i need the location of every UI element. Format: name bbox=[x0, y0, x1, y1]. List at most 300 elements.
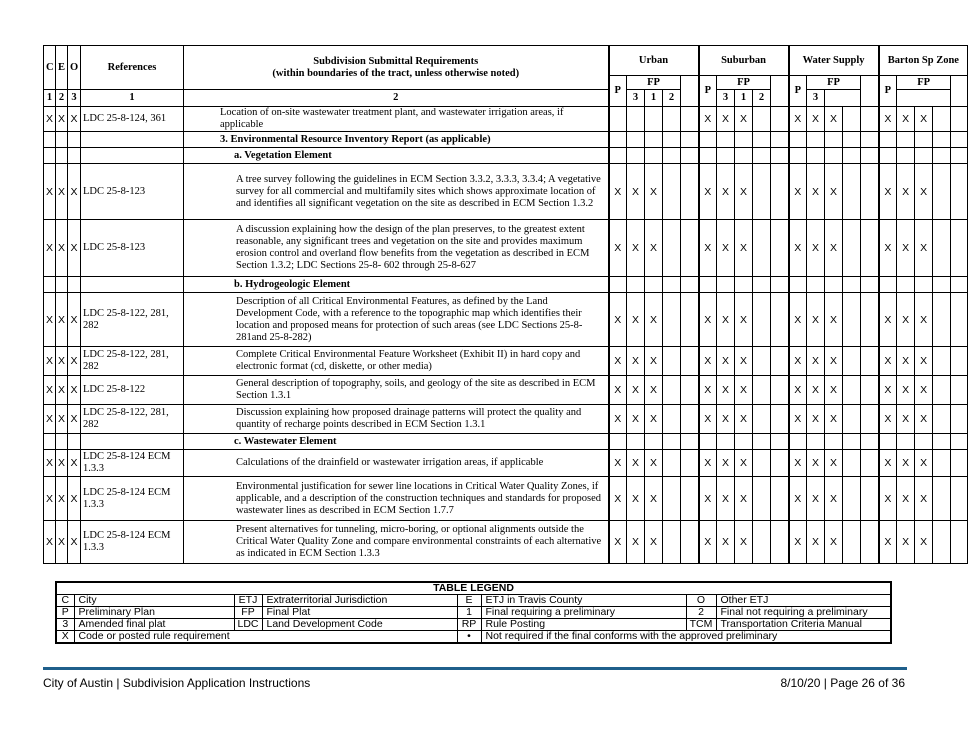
legend-code: ETJ bbox=[234, 595, 262, 607]
cell-mark bbox=[879, 132, 897, 148]
cell-requirement: Calculations of the drainfield or wastewater irrigation areas, if applicable bbox=[184, 450, 609, 477]
cell-mark bbox=[627, 277, 645, 293]
col-blank bbox=[861, 76, 879, 107]
cell-spacer bbox=[951, 148, 968, 164]
cell-spacer bbox=[681, 477, 699, 521]
cell-mark bbox=[843, 277, 861, 293]
group-suburban: Suburban bbox=[699, 46, 789, 76]
table-legend bbox=[55, 581, 892, 644]
cell-spacer bbox=[951, 477, 968, 521]
cell-mark: X bbox=[699, 450, 717, 477]
cell-mark: X bbox=[825, 477, 843, 521]
cell-mark bbox=[663, 107, 681, 132]
legend-row bbox=[56, 595, 891, 607]
cell-o: X bbox=[68, 521, 81, 564]
col-fp: FP bbox=[627, 76, 681, 90]
section-row bbox=[44, 434, 968, 450]
cell-mark bbox=[663, 521, 681, 564]
cell-mark: X bbox=[825, 220, 843, 277]
cell-mark: X bbox=[915, 293, 933, 347]
cell-mark bbox=[897, 148, 915, 164]
cell-mark bbox=[627, 434, 645, 450]
cell-mark bbox=[609, 107, 627, 132]
cell-spacer bbox=[681, 132, 699, 148]
legend-meaning: Final requiring a preliminary bbox=[481, 607, 686, 619]
cell-mark bbox=[627, 148, 645, 164]
cell-c: X bbox=[44, 376, 56, 405]
cell-mark: X bbox=[699, 477, 717, 521]
cell-spacer bbox=[681, 293, 699, 347]
cell-mark bbox=[843, 220, 861, 277]
cell-mark: X bbox=[699, 220, 717, 277]
cell-mark bbox=[753, 477, 771, 521]
col-fp-1: 1 bbox=[645, 90, 663, 107]
cell-mark: X bbox=[879, 220, 897, 277]
table-row bbox=[44, 164, 968, 220]
cell-mark bbox=[717, 132, 735, 148]
cell-spacer bbox=[771, 132, 789, 148]
cell-reference: LDC 25-8-124, 361 bbox=[81, 107, 184, 132]
cell-mark: X bbox=[627, 347, 645, 376]
section-row bbox=[44, 277, 968, 293]
cell-o bbox=[68, 148, 81, 164]
cell-mark: X bbox=[609, 220, 627, 277]
cell-mark: X bbox=[627, 220, 645, 277]
cell-mark bbox=[933, 293, 951, 347]
cell-o bbox=[68, 277, 81, 293]
col-p: P bbox=[699, 76, 717, 107]
cell-mark bbox=[933, 347, 951, 376]
cell-spacer bbox=[951, 405, 968, 434]
cell-mark bbox=[915, 277, 933, 293]
cell-o bbox=[68, 132, 81, 148]
cell-mark bbox=[843, 477, 861, 521]
cell-mark: X bbox=[807, 405, 825, 434]
cell-mark: X bbox=[609, 450, 627, 477]
cell-mark: X bbox=[735, 220, 753, 277]
cell-mark: X bbox=[717, 376, 735, 405]
cell-mark bbox=[753, 164, 771, 220]
group-barton: Barton Sp Zone bbox=[879, 46, 968, 76]
cell-mark bbox=[717, 148, 735, 164]
cell-mark bbox=[789, 277, 807, 293]
cell-spacer bbox=[951, 521, 968, 564]
cell-mark: X bbox=[645, 450, 663, 477]
cell-mark bbox=[933, 277, 951, 293]
col-references: References bbox=[81, 46, 184, 90]
col-fp-2: 2 bbox=[753, 90, 771, 107]
cell-mark: X bbox=[825, 521, 843, 564]
legend-row bbox=[56, 631, 891, 644]
cell-mark bbox=[825, 277, 843, 293]
cell-spacer bbox=[861, 220, 879, 277]
cell-mark: X bbox=[897, 347, 915, 376]
cell-mark bbox=[663, 376, 681, 405]
cell-mark: X bbox=[717, 164, 735, 220]
cell-spacer bbox=[771, 107, 789, 132]
cell-spacer bbox=[951, 376, 968, 405]
cell-spacer bbox=[681, 148, 699, 164]
col-blank bbox=[951, 76, 968, 107]
cell-mark bbox=[609, 132, 627, 148]
cell-mark: X bbox=[879, 164, 897, 220]
cell-spacer bbox=[951, 293, 968, 347]
cell-spacer bbox=[861, 521, 879, 564]
cell-mark: X bbox=[627, 405, 645, 434]
cell-mark: X bbox=[645, 376, 663, 405]
cell-mark: X bbox=[699, 405, 717, 434]
legend-code: FP bbox=[234, 607, 262, 619]
cell-spacer bbox=[951, 107, 968, 132]
col-blank bbox=[681, 76, 699, 107]
cell-mark: X bbox=[735, 477, 753, 521]
legend-row bbox=[56, 607, 891, 619]
cell-reference: LDC 25-8-122, 281, 282 bbox=[81, 347, 184, 376]
cell-mark: X bbox=[645, 477, 663, 521]
legend-meaning: ETJ in Travis County bbox=[481, 595, 686, 607]
cell-mark bbox=[717, 434, 735, 450]
cell-spacer bbox=[681, 376, 699, 405]
cell-mark: X bbox=[879, 107, 897, 132]
cell-mark: X bbox=[609, 405, 627, 434]
cell-reference: LDC 25-8-122, 281, 282 bbox=[81, 405, 184, 434]
cell-mark bbox=[663, 132, 681, 148]
section-title: c. Wastewater Element bbox=[184, 434, 609, 450]
cell-mark: X bbox=[717, 477, 735, 521]
cell-mark: X bbox=[627, 450, 645, 477]
cell-c: X bbox=[44, 164, 56, 220]
cell-mark bbox=[807, 277, 825, 293]
table-row bbox=[44, 293, 968, 347]
col-fp-2: 2 bbox=[56, 90, 68, 107]
footer-right: 8/10/20 | Page 26 of 36 bbox=[780, 676, 905, 690]
cell-mark: X bbox=[897, 521, 915, 564]
cell-mark bbox=[663, 450, 681, 477]
col-blank bbox=[771, 76, 789, 107]
cell-c: X bbox=[44, 293, 56, 347]
cell-mark: X bbox=[915, 477, 933, 521]
cell-mark bbox=[609, 148, 627, 164]
cell-mark: X bbox=[789, 293, 807, 347]
cell-mark bbox=[753, 220, 771, 277]
cell-mark bbox=[825, 148, 843, 164]
cell-mark: X bbox=[789, 220, 807, 277]
cell-e: X bbox=[56, 164, 68, 220]
col-fp-3: 3 bbox=[807, 90, 825, 107]
cell-reference: LDC 25-8-123 bbox=[81, 164, 184, 220]
cell-spacer bbox=[681, 434, 699, 450]
cell-requirement: Discussion explaining how proposed drainage patterns will protect the quality and quantity of recharge points described in ECM Section 1.3.1 bbox=[184, 405, 609, 434]
legend-meaning: Land Development Code bbox=[262, 619, 457, 631]
cell-spacer bbox=[861, 277, 879, 293]
table-row bbox=[44, 107, 968, 132]
cell-spacer bbox=[771, 405, 789, 434]
cell-mark: X bbox=[627, 164, 645, 220]
col-c: C bbox=[44, 46, 56, 90]
cell-mark: X bbox=[699, 293, 717, 347]
cell-mark: X bbox=[789, 450, 807, 477]
cell-mark bbox=[915, 434, 933, 450]
cell-mark bbox=[753, 107, 771, 132]
cell-o: X bbox=[68, 347, 81, 376]
cell-mark: X bbox=[879, 347, 897, 376]
cell-spacer bbox=[771, 376, 789, 405]
cell-ref bbox=[81, 434, 184, 450]
cell-mark bbox=[753, 376, 771, 405]
legend-meaning: Transportation Criteria Manual bbox=[716, 619, 891, 631]
cell-mark bbox=[879, 434, 897, 450]
col-fp: FP bbox=[807, 76, 861, 90]
legend-meaning: Preliminary Plan bbox=[74, 607, 234, 619]
cell-mark bbox=[807, 434, 825, 450]
cell-o: X bbox=[68, 376, 81, 405]
cell-spacer bbox=[861, 434, 879, 450]
legend-code: 2 bbox=[686, 607, 716, 619]
cell-mark: X bbox=[915, 405, 933, 434]
cell-e: X bbox=[56, 405, 68, 434]
cell-mark: X bbox=[735, 164, 753, 220]
cell-mark: X bbox=[807, 477, 825, 521]
cell-spacer bbox=[951, 347, 968, 376]
cell-mark bbox=[843, 405, 861, 434]
cell-c: X bbox=[44, 220, 56, 277]
cell-mark bbox=[933, 376, 951, 405]
cell-spacer bbox=[951, 132, 968, 148]
cell-spacer bbox=[681, 450, 699, 477]
cell-mark: X bbox=[897, 477, 915, 521]
cell-spacer bbox=[771, 477, 789, 521]
cell-mark bbox=[717, 277, 735, 293]
requirements-subtitle: (within boundaries of the tract, unless otherwise noted) bbox=[272, 67, 520, 79]
cell-mark: X bbox=[789, 521, 807, 564]
cell-reference: LDC 25-8-124 ECM 1.3.3 bbox=[81, 450, 184, 477]
col-fp-2: 2 bbox=[184, 90, 609, 107]
cell-mark: X bbox=[645, 521, 663, 564]
col-o: O bbox=[68, 46, 81, 90]
section-title: b. Hydrogeologic Element bbox=[184, 277, 609, 293]
cell-mark bbox=[843, 107, 861, 132]
cell-mark: X bbox=[825, 107, 843, 132]
cell-spacer bbox=[861, 376, 879, 405]
cell-mark: X bbox=[915, 450, 933, 477]
cell-reference: LDC 25-8-122, 281, 282 bbox=[81, 293, 184, 347]
cell-mark: X bbox=[807, 450, 825, 477]
table-row bbox=[44, 347, 968, 376]
cell-spacer bbox=[771, 277, 789, 293]
requirements-title: Subdivision Submittal Requirements bbox=[313, 55, 479, 67]
cell-spacer bbox=[771, 434, 789, 450]
cell-o: X bbox=[68, 477, 81, 521]
col-fp-3: 3 bbox=[717, 90, 735, 107]
cell-mark bbox=[699, 434, 717, 450]
cell-mark bbox=[807, 132, 825, 148]
cell-mark: X bbox=[717, 405, 735, 434]
cell-mark: X bbox=[609, 376, 627, 405]
cell-o: X bbox=[68, 220, 81, 277]
cell-spacer bbox=[861, 148, 879, 164]
cell-mark bbox=[663, 148, 681, 164]
legend-title: TABLE LEGEND bbox=[56, 582, 891, 595]
cell-mark: X bbox=[807, 376, 825, 405]
legend-meaning: Not required if the final conforms with the approved preliminary bbox=[481, 631, 891, 644]
cell-spacer bbox=[681, 521, 699, 564]
cell-reference: LDC 25-8-122 bbox=[81, 376, 184, 405]
legend-code: 3 bbox=[56, 619, 74, 631]
legend-meaning: Other ETJ bbox=[716, 595, 891, 607]
cell-requirement: Environmental justification for sewer line locations in Critical Water Quality Zones, if applicable, and a description of the construction techniques and standards for proposed wastewater lines as described in ECM Section 1.7.7 bbox=[184, 477, 609, 521]
cell-requirement: A tree survey following the guidelines in ECM Section 3.3.2, 3.3.3, 3.3.4; A vegetative survey for all commercial and multifamily sites which shows approximate location of and identifies all significant vegetation on the site as described in ECM Section 1.3.2 bbox=[184, 164, 609, 220]
cell-o: X bbox=[68, 164, 81, 220]
cell-mark: X bbox=[825, 405, 843, 434]
cell-mark bbox=[933, 132, 951, 148]
cell-mark bbox=[645, 132, 663, 148]
cell-spacer bbox=[771, 220, 789, 277]
group-water-supply: Water Supply bbox=[789, 46, 879, 76]
cell-mark: X bbox=[645, 293, 663, 347]
cell-spacer bbox=[681, 164, 699, 220]
cell-spacer bbox=[681, 220, 699, 277]
cell-mark: X bbox=[609, 521, 627, 564]
cell-mark: X bbox=[897, 164, 915, 220]
cell-mark: X bbox=[807, 293, 825, 347]
col-fp-3: 3 bbox=[68, 90, 81, 107]
cell-mark bbox=[645, 434, 663, 450]
col-requirements bbox=[184, 46, 609, 90]
cell-requirement: A discussion explaining how the design of the plan preserves, to the greatest extent reasonable, any significant trees and vegetation on the site and provides maximum erosion control and overland flow benefits from the vegetation as described in ECM Section 1.3.2; LDC Sections 25-8- 602 through 25-8-627 bbox=[184, 220, 609, 277]
legend-code: • bbox=[457, 631, 481, 644]
cell-requirement: Location of on-site wastewater treatment plant, and wastewater irrigation areas, if applicable bbox=[184, 107, 609, 132]
cell-c: X bbox=[44, 521, 56, 564]
cell-mark bbox=[789, 132, 807, 148]
cell-mark: X bbox=[879, 521, 897, 564]
cell-ref bbox=[81, 277, 184, 293]
cell-mark: X bbox=[735, 521, 753, 564]
cell-c: X bbox=[44, 347, 56, 376]
section-title: a. Vegetation Element bbox=[184, 148, 609, 164]
cell-c bbox=[44, 132, 56, 148]
cell-mark bbox=[843, 376, 861, 405]
legend-row bbox=[56, 619, 891, 631]
legend-code: O bbox=[686, 595, 716, 607]
cell-mark bbox=[699, 148, 717, 164]
cell-mark: X bbox=[717, 107, 735, 132]
table-row bbox=[44, 477, 968, 521]
cell-e bbox=[56, 277, 68, 293]
cell-mark: X bbox=[897, 405, 915, 434]
cell-mark: X bbox=[807, 220, 825, 277]
requirements-table bbox=[43, 45, 968, 564]
group-urban: Urban bbox=[609, 46, 699, 76]
cell-reference: LDC 25-8-124 ECM 1.3.3 bbox=[81, 477, 184, 521]
cell-mark: X bbox=[645, 164, 663, 220]
cell-e: X bbox=[56, 477, 68, 521]
col-p: P bbox=[789, 76, 807, 107]
legend-code: P bbox=[56, 607, 74, 619]
cell-spacer bbox=[951, 434, 968, 450]
cell-c: X bbox=[44, 450, 56, 477]
cell-mark: X bbox=[915, 347, 933, 376]
cell-mark: X bbox=[807, 521, 825, 564]
cell-mark bbox=[843, 148, 861, 164]
legend-meaning: Final not requiring a preliminary bbox=[716, 607, 891, 619]
cell-mark bbox=[735, 132, 753, 148]
section-title: 3. Environmental Resource Inventory Report (as applicable) bbox=[184, 132, 609, 148]
footer-left: City of Austin | Subdivision Application Instructions bbox=[43, 676, 311, 690]
cell-e: X bbox=[56, 107, 68, 132]
cell-mark bbox=[663, 405, 681, 434]
cell-mark: X bbox=[717, 220, 735, 277]
cell-mark: X bbox=[825, 376, 843, 405]
cell-c: X bbox=[44, 405, 56, 434]
cell-mark bbox=[897, 434, 915, 450]
cell-mark bbox=[699, 277, 717, 293]
cell-mark: X bbox=[789, 477, 807, 521]
legend-meaning: Final Plat bbox=[262, 607, 457, 619]
cell-mark: X bbox=[789, 347, 807, 376]
cell-spacer bbox=[681, 405, 699, 434]
cell-mark bbox=[843, 521, 861, 564]
cell-mark bbox=[915, 148, 933, 164]
cell-mark: X bbox=[807, 164, 825, 220]
cell-spacer bbox=[861, 164, 879, 220]
legend-meaning: Extraterritorial Jurisdiction bbox=[262, 595, 457, 607]
cell-mark: X bbox=[609, 347, 627, 376]
cell-mark: X bbox=[735, 347, 753, 376]
cell-e: X bbox=[56, 450, 68, 477]
cell-spacer bbox=[861, 405, 879, 434]
cell-mark bbox=[753, 132, 771, 148]
cell-mark: X bbox=[879, 405, 897, 434]
table-row bbox=[44, 521, 968, 564]
cell-mark: X bbox=[699, 376, 717, 405]
cell-mark bbox=[753, 277, 771, 293]
cell-spacer bbox=[861, 293, 879, 347]
cell-mark: X bbox=[645, 220, 663, 277]
cell-mark: X bbox=[879, 293, 897, 347]
cell-mark: X bbox=[717, 521, 735, 564]
cell-mark: X bbox=[609, 164, 627, 220]
cell-mark bbox=[645, 277, 663, 293]
cell-mark: X bbox=[825, 164, 843, 220]
cell-mark bbox=[627, 107, 645, 132]
cell-mark: X bbox=[897, 376, 915, 405]
cell-mark: X bbox=[627, 477, 645, 521]
cell-spacer bbox=[861, 107, 879, 132]
cell-spacer bbox=[771, 293, 789, 347]
cell-mark bbox=[663, 477, 681, 521]
cell-mark: X bbox=[735, 450, 753, 477]
cell-requirement: Description of all Critical Environmental Features, as defined by the Land Development Code, with a reference to the topographic map which identifies their location and proposed means for protection of such areas (see LDC Sections 25-8-281and 25-8-282) bbox=[184, 293, 609, 347]
legend-meaning: Amended final plat bbox=[74, 619, 234, 631]
cell-mark bbox=[645, 107, 663, 132]
cell-mark bbox=[879, 148, 897, 164]
cell-o: X bbox=[68, 450, 81, 477]
table-row bbox=[44, 220, 968, 277]
cell-mark bbox=[843, 450, 861, 477]
legend-meaning: Rule Posting bbox=[481, 619, 686, 631]
cell-mark: X bbox=[879, 477, 897, 521]
cell-mark bbox=[699, 132, 717, 148]
cell-ref bbox=[81, 132, 184, 148]
cell-spacer bbox=[681, 107, 699, 132]
cell-mark bbox=[879, 277, 897, 293]
cell-mark: X bbox=[735, 107, 753, 132]
col-p: P bbox=[609, 76, 627, 107]
cell-mark: X bbox=[699, 107, 717, 132]
cell-mark: X bbox=[807, 107, 825, 132]
legend-code: E bbox=[457, 595, 481, 607]
cell-mark: X bbox=[915, 220, 933, 277]
